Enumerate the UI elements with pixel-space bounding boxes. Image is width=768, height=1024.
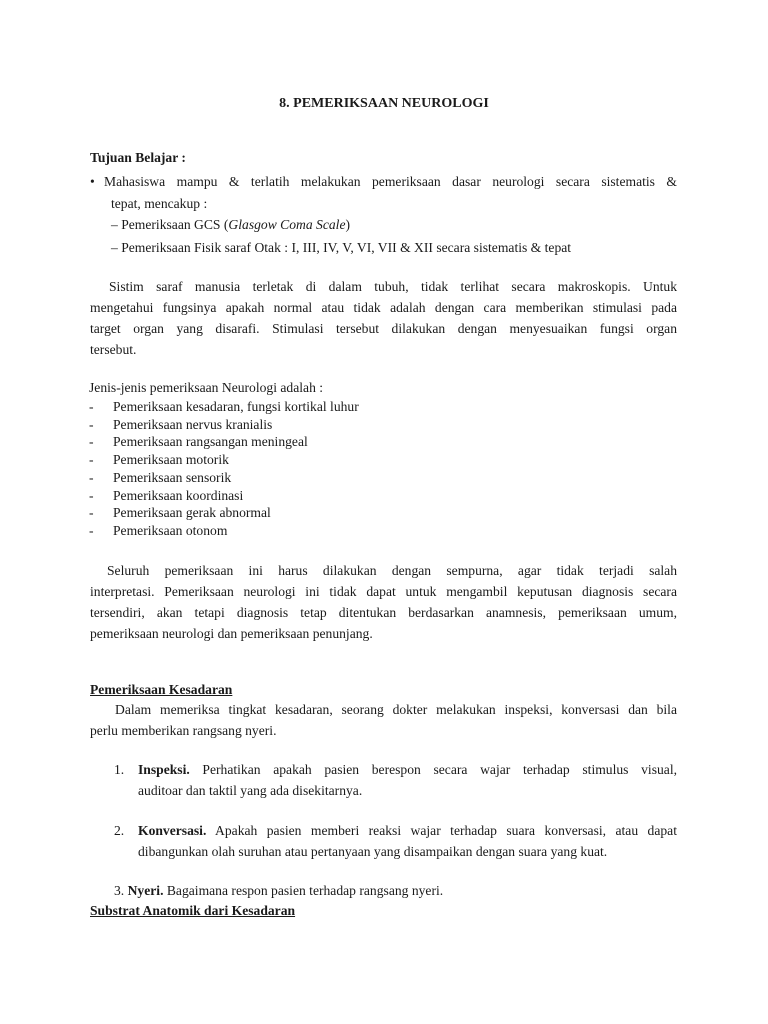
completeness-line3: tersendiri, akan tetapi diagnosis tetap ditentukan berdasarkan anamnesis, pemeriksaan umum, xyxy=(90,605,677,620)
step-line2: auditoar dan taktil yang ada disekitarnya. xyxy=(138,783,363,798)
step-line1: Konversasi. Apakah pasien memberi reaksi wajar terhadap suara konversasi, atau dapat xyxy=(138,823,677,838)
step-term: Nyeri. xyxy=(127,883,164,898)
consciousness-intro-line2: perlu memberikan rangsang nyeri. xyxy=(90,723,277,738)
objective-sub-gcs: – Pemeriksaan GCS (Glasgow Coma Scale) xyxy=(111,217,351,232)
gcs-fullname: Glasgow Coma Scale xyxy=(228,217,346,232)
objective-sub-cranial: – Pemeriksaan Fisik saraf Otak : I, III, IV, V, VI, VII & XII secara sistematis & tepat xyxy=(111,240,572,255)
step-term: Konversasi. xyxy=(138,823,207,838)
intro-line2: mengetahui fungsinya apakah normal atau tidak adalah dengan cara memberikan stimulasi pada xyxy=(90,300,677,315)
objectives-heading: Tujuan Belajar : xyxy=(90,150,186,165)
step-number: 2. xyxy=(114,823,125,838)
objective-bullet-line2: tepat, mencakup : xyxy=(111,196,208,211)
intro-line1: Sistim saraf manusia terletak di dalam tubuh, tidak terlihat secara makroskopis. Untuk xyxy=(109,279,677,294)
step-number: 3. xyxy=(114,883,125,898)
completeness-line2: interpretasi. Pemeriksaan neurologi ini tidak dapat untuk mengambil keputusan diagnosis secara xyxy=(90,584,677,599)
document-page: 8. PEMERIKSAAN NEUROLOGI Tujuan Belajar : • Mahasiswa mampu & terlatih melakukan pemeriksaan dasar neurologi secara sistematis & tepat, mencakup : – Pemeriksaan GCS (Glasgow Coma Scale) – Pemeriksaan Fisik saraf Otak : I, III, IV, V, VI, VII & XII secara sistematis & tepat Sistim saraf manusia terletak di dalam tubuh, tidak terlihat secara makroskopis. Untuk mengetahui fungsinya apakah normal atau tidak adalah dengan cara memberikan stimulasi pada target organ yang disarafi. Stimulasi tersebut dilakukan dengan menyesuaikan fungsi organ tersebut. Jenis-jenis pemeriksaan Neurologi adalah : - Pemeriksaan kesadaran, fungsi kortikal luhur - Pemeriksaan nervus kranialis - Pemeriksaan rangsangan meningeal - Pemeriksaan motorik - Pemeriksaan sensorik - Pemeriksaan koordinasi - Pemeriksaan gerak abnormal - Pemeriksaan otonom Seluruh pemeriksaan ini harus dilakukan dengan sempurna, agar tidak terjadi salah interpretasi. Pemeriksaan neurologi ini tidak dapat untuk mengambil keputusan diagnosis secara tersendiri, akan tetapi diagnosis tetap ditentukan berdasarkan anamnesis, pemeriksaan umum, pemeriksaan neurologi dan pemeriksaan penunjang. Pemeriksaan Kesadaran Dalam memeriksa tingkat kesadaran, seorang dokter melakukan inspeksi, konversasi dan bila perlu memberikan rangsang nyeri. 1. Inspeksi. Perhatikan apakah pasien berespon secara wajar terhadap stimulus visual, auditoar dan taktil yang ada disekitarnya. 2. Konversasi. Apakah pasien memberi reaksi wajar terhadap suara konversasi, atau dapat dibangunkan olah suruhan atau pertanyaan yang disampaikan dengan suara yang kuat. 3. Nyeri. Bagaimana respon pasien terhadap rangsang nyeri. Substrat Anatomik dari Kesadaran xyxy=(0,0,768,1024)
section-heading-consciousness: Pemeriksaan Kesadaran xyxy=(90,682,233,697)
completeness-line1: Seluruh pemeriksaan ini harus dilakukan dengan sempurna, agar tidak terjadi salah xyxy=(107,563,677,578)
intro-line3: target organ yang disarafi. Stimulasi tersebut dilakukan dengan menyesuaikan fungsi organ xyxy=(90,321,677,336)
section-heading-substrate: Substrat Anatomik dari Kesadaran xyxy=(90,903,296,918)
consciousness-intro-line1: Dalam memeriksa tingkat kesadaran, seorang dokter melakukan inspeksi, konversasi dan bila xyxy=(115,702,677,717)
step-term: Inspeksi. xyxy=(138,762,190,777)
step-line1: Inspeksi. Perhatikan apakah pasien berespon secara wajar terhadap stimulus visual, xyxy=(138,762,677,777)
bullet-icon: • xyxy=(90,174,95,189)
step-line2: dibangunkan olah suruhan atau pertanyaan yang disampaikan dengan suara yang kuat. xyxy=(138,844,608,859)
intro-line4: tersebut. xyxy=(90,342,137,357)
exam-types-intro: Jenis-jenis pemeriksaan Neurologi adalah : xyxy=(89,380,324,395)
step-line1: 3. Nyeri. Bagaimana respon pasien terhadap rangsang nyeri. xyxy=(114,883,444,898)
page-title: 8. PEMERIKSAAN NEUROLOGI xyxy=(279,96,489,111)
completeness-line4: pemeriksaan neurologi dan pemeriksaan penunjang. xyxy=(90,626,373,641)
step-number: 1. xyxy=(114,762,125,777)
objective-bullet-line1: Mahasiswa mampu & terlatih melakukan pemeriksaan dasar neurologi secara sistematis & xyxy=(104,174,677,189)
